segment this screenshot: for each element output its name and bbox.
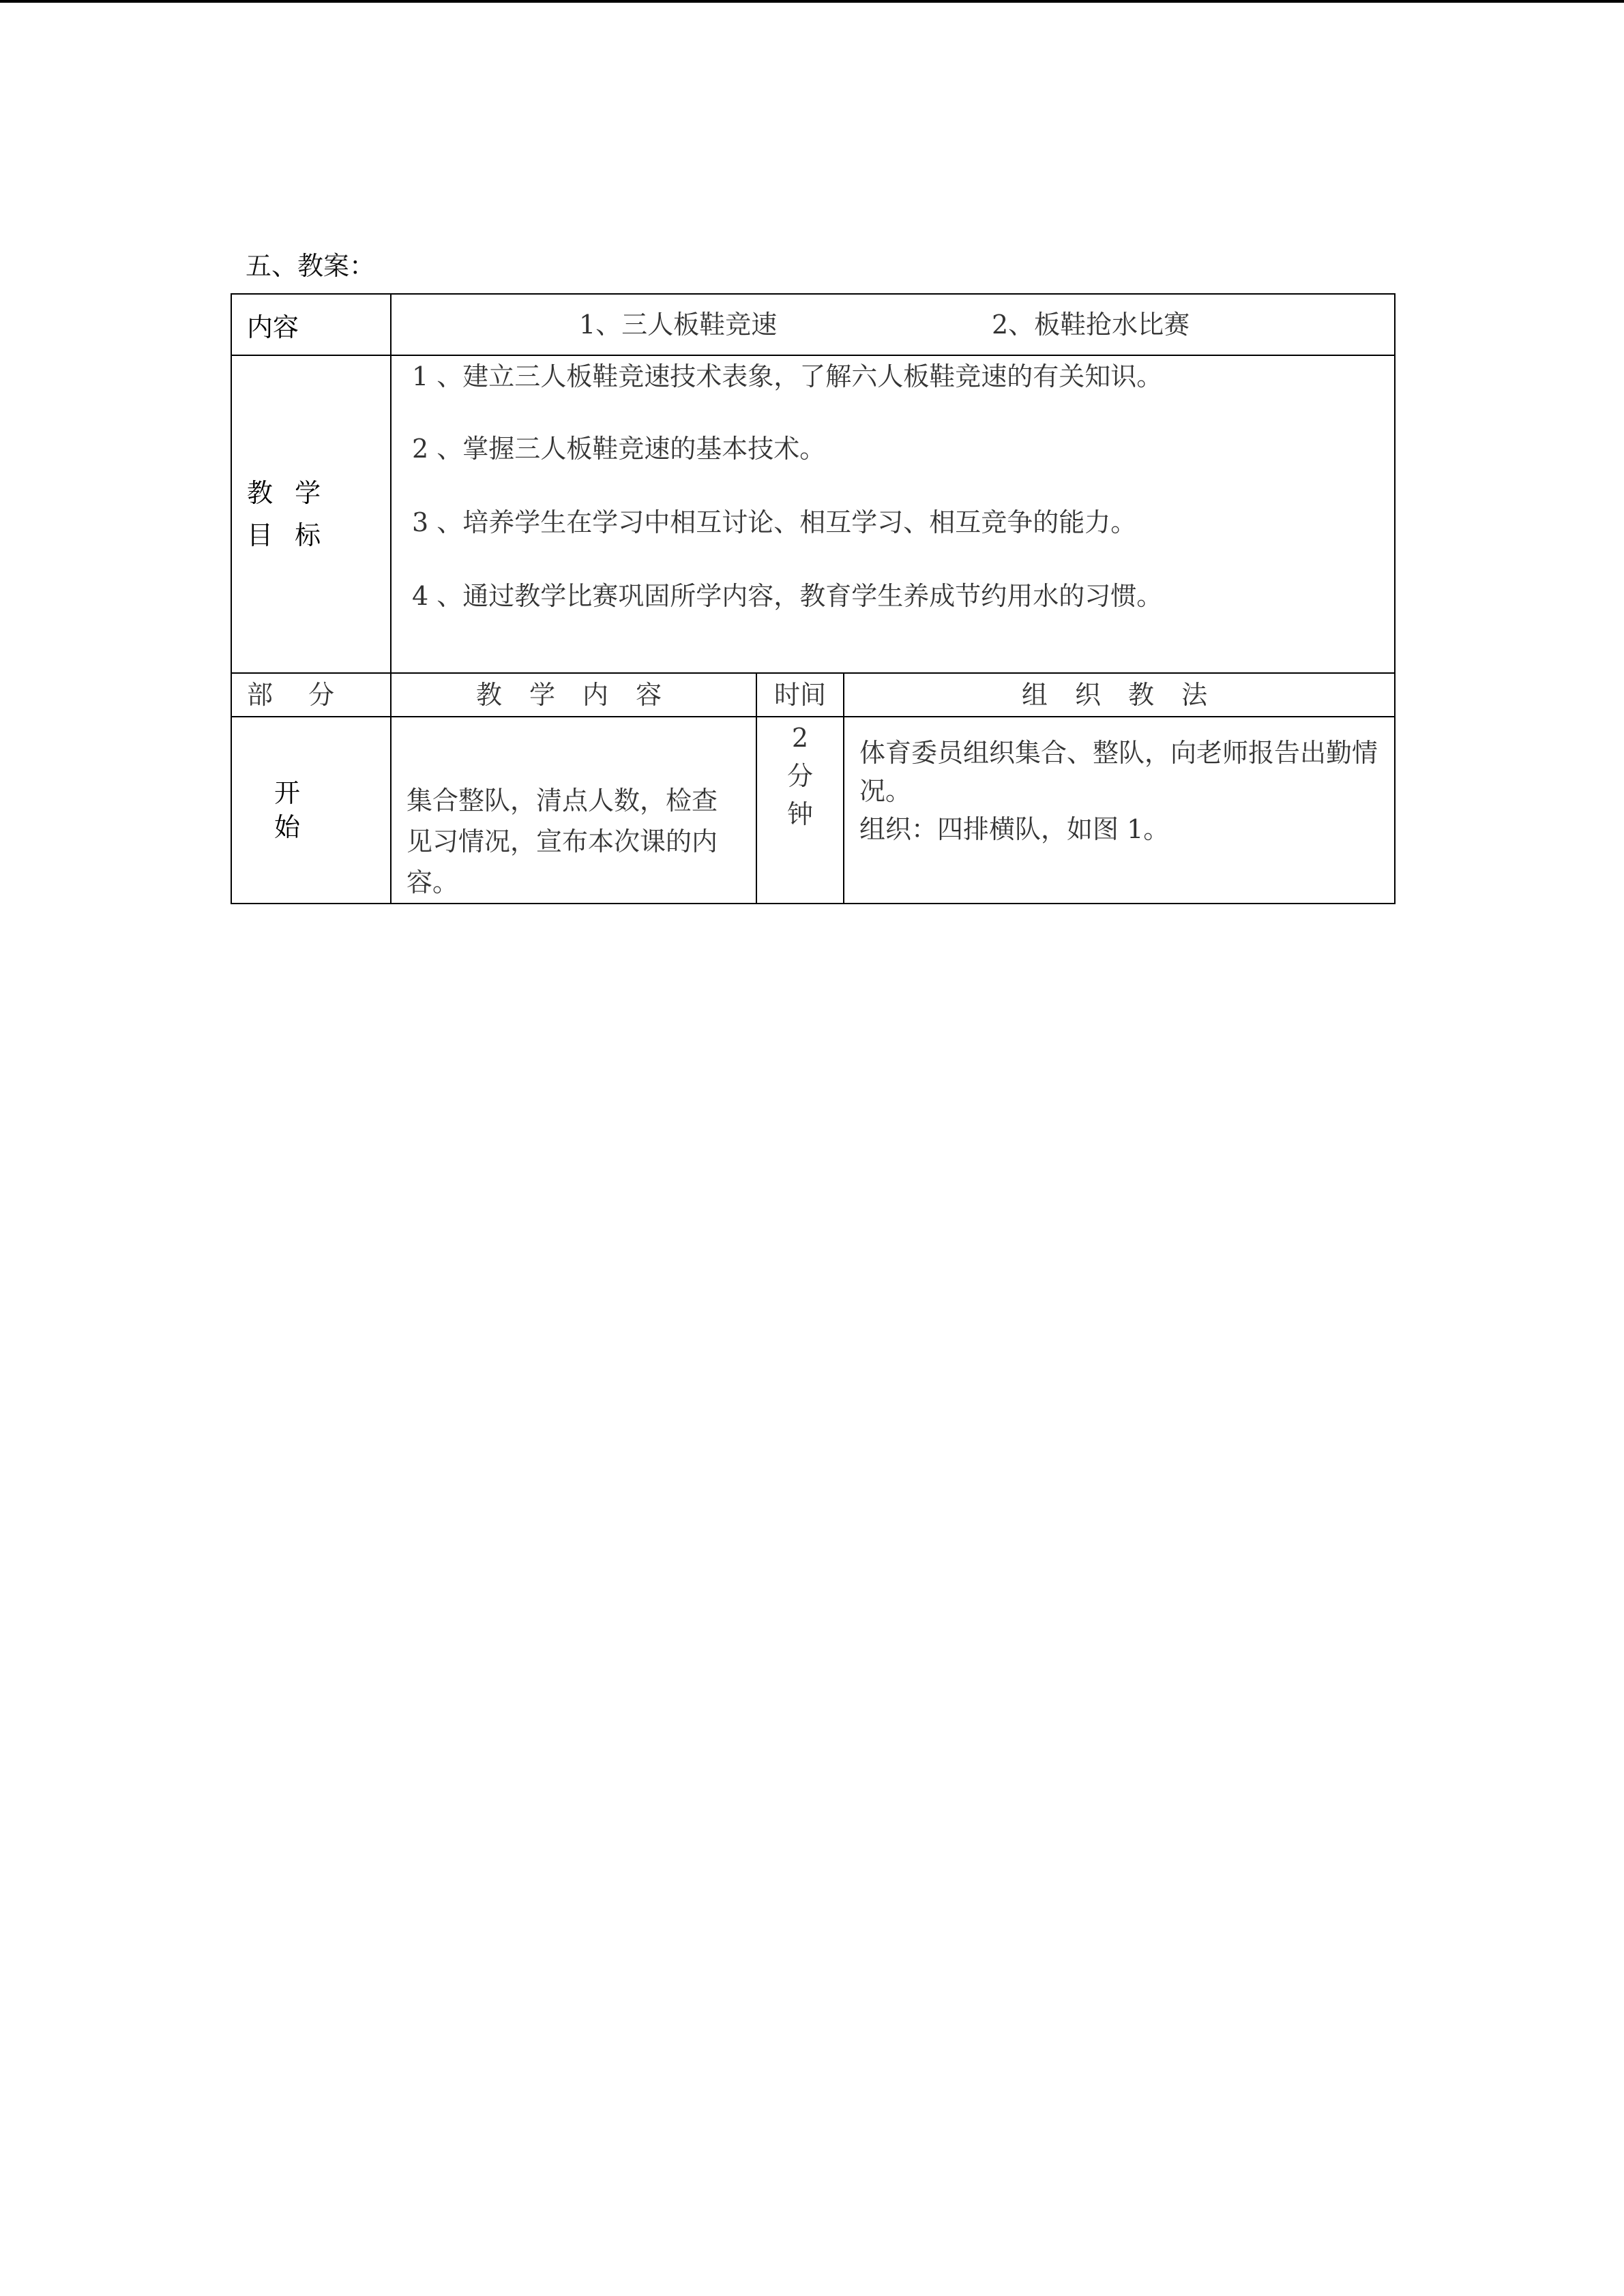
lesson-plan-table xyxy=(231,293,1396,904)
goal-item-1: 1 、建立三人板鞋竞速技术表象，了解六人板鞋竞速的有关知识。 xyxy=(412,361,1163,391)
content-items-cell xyxy=(391,294,1395,355)
header-method: 组 织 教 法 xyxy=(844,673,1395,717)
start-method xyxy=(844,717,1395,904)
start-part-label xyxy=(231,717,391,904)
section-heading: 五、教案： xyxy=(246,251,376,281)
content-item-1: 1、三人板鞋竞速 xyxy=(579,310,778,340)
page-top-border xyxy=(0,0,1624,3)
start-time-line-2: 分 xyxy=(786,761,813,791)
header-part: 部 分 xyxy=(231,673,391,717)
start-time-line-3: 钟 xyxy=(786,799,813,829)
header-time: 时间 xyxy=(756,673,844,717)
goals-label-line-2: 目 标 xyxy=(247,520,328,550)
start-part-line-1: 开 xyxy=(274,778,301,808)
start-time-line-1: 2 xyxy=(791,723,809,753)
start-time xyxy=(756,717,844,904)
header-teaching-content: 教 学 内 容 xyxy=(391,673,756,717)
start-method-line-1: 体育委员组织集合、整队，向老师报告出勤情况。 xyxy=(859,738,1378,806)
goal-item-3: 3 、培养学生在学习中相互讨论、相互学习、相互竞争的能力。 xyxy=(412,507,1137,537)
start-content: 集合整队，清点人数，检查见习情况，宣布本次课的内容。 xyxy=(391,717,756,904)
start-part-line-2: 始 xyxy=(274,812,301,842)
goal-item-4: 4 、通过教学比赛巩固所学内容，教育学生养成节约用水的习惯。 xyxy=(412,581,1163,611)
table-header-row xyxy=(231,673,1395,717)
start-method-line-2: 组织：四排横队，如图 1。 xyxy=(859,814,1170,844)
content-item-2: 2、板鞋抢水比赛 xyxy=(992,310,1190,340)
goals-label-line-1: 教 学 xyxy=(247,478,328,508)
goals-label xyxy=(231,355,391,673)
goal-item-2: 2 、掌握三人板鞋竞速的基本技术。 xyxy=(412,434,826,464)
goals-row xyxy=(231,355,1395,673)
goals-list-cell xyxy=(391,355,1395,673)
start-row xyxy=(231,717,1395,904)
content-label: 内容 xyxy=(231,294,391,355)
content-row xyxy=(231,294,1395,355)
